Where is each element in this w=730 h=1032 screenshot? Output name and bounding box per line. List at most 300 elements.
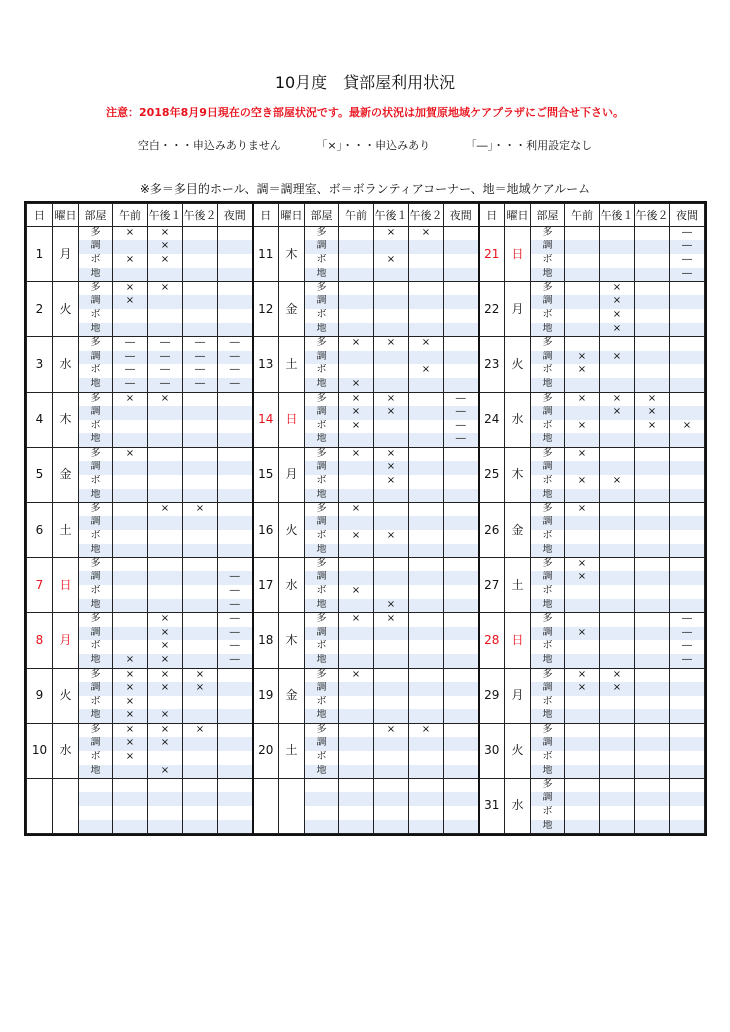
room-label: 調 <box>79 461 113 475</box>
slot-cell <box>600 751 635 765</box>
slot-cell <box>113 571 148 585</box>
slot-cell <box>148 792 183 806</box>
slot-cell <box>635 682 670 696</box>
table-row <box>27 240 705 254</box>
slot-cell: × <box>600 406 635 420</box>
slot-cell <box>374 751 409 765</box>
slot-cell <box>339 364 374 378</box>
slot-cell <box>635 723 670 737</box>
slot-cell: × <box>113 737 148 751</box>
slot-cell <box>670 323 705 337</box>
slot-cell <box>183 820 218 834</box>
slot-cell <box>113 820 148 834</box>
slot-cell <box>218 696 253 710</box>
room-label: 調 <box>531 516 565 530</box>
slot-cell <box>635 447 670 461</box>
slot-cell <box>113 502 148 516</box>
slot-cell <box>670 489 705 503</box>
slot-cell <box>444 585 479 599</box>
slot-cell <box>635 792 670 806</box>
slot-cell <box>339 820 374 834</box>
room-label: 地 <box>305 654 339 668</box>
table-row <box>27 254 705 268</box>
room-label: ボ <box>79 475 113 489</box>
slot-cell <box>218 433 253 447</box>
room-label: 多 <box>531 558 565 572</box>
room-label: 調 <box>531 792 565 806</box>
slot-cell <box>409 516 444 530</box>
slot-cell: ― <box>670 640 705 654</box>
slot-cell <box>600 489 635 503</box>
slot-cell: ― <box>148 337 183 351</box>
slot-cell: × <box>374 337 409 351</box>
slot-cell <box>183 309 218 323</box>
room-label: ボ <box>79 696 113 710</box>
slot-cell <box>565 489 600 503</box>
slot-cell <box>444 516 479 530</box>
slot-cell <box>339 709 374 723</box>
room-label: 多 <box>531 778 565 792</box>
slot-cell <box>113 489 148 503</box>
day-number: 14 <box>253 392 279 447</box>
slot-cell: × <box>374 461 409 475</box>
slot-cell <box>670 792 705 806</box>
slot-cell <box>409 627 444 641</box>
room-label: ボ <box>305 751 339 765</box>
slot-cell <box>600 654 635 668</box>
slot-cell <box>183 765 218 779</box>
slot-cell <box>409 420 444 434</box>
slot-cell <box>113 627 148 641</box>
slot-cell <box>600 627 635 641</box>
slot-cell: ― <box>670 613 705 627</box>
slot-cell: ― <box>670 627 705 641</box>
slot-cell <box>374 558 409 572</box>
slot-cell <box>409 378 444 392</box>
slot-cell <box>183 530 218 544</box>
slot-cell <box>409 309 444 323</box>
slot-cell <box>409 392 444 406</box>
slot-cell <box>635 544 670 558</box>
room-label: 地 <box>305 599 339 613</box>
room-label: ボ <box>79 364 113 378</box>
slot-cell <box>113 544 148 558</box>
slot-cell: × <box>113 723 148 737</box>
column-header: 午後１ <box>600 204 635 227</box>
slot-cell <box>148 447 183 461</box>
slot-cell: × <box>339 613 374 627</box>
slot-cell <box>444 323 479 337</box>
slot-cell <box>635 558 670 572</box>
slot-cell: ― <box>183 337 218 351</box>
slot-cell <box>113 433 148 447</box>
slot-cell <box>635 254 670 268</box>
weekday <box>53 778 79 833</box>
slot-cell <box>148 530 183 544</box>
slot-cell: × <box>339 378 374 392</box>
room-label: 地 <box>531 709 565 723</box>
slot-cell <box>635 654 670 668</box>
slot-cell <box>670 295 705 309</box>
slot-cell <box>565 654 600 668</box>
slot-cell: × <box>600 323 635 337</box>
room-label: 調 <box>305 406 339 420</box>
slot-cell: ― <box>444 392 479 406</box>
slot-cell <box>218 254 253 268</box>
room-label: 地 <box>79 378 113 392</box>
slot-cell <box>113 309 148 323</box>
slot-cell <box>600 613 635 627</box>
room-label: 調 <box>531 571 565 585</box>
legend-blank: 空白・・・申込みありません <box>137 139 281 152</box>
slot-cell <box>218 723 253 737</box>
slot-cell <box>635 295 670 309</box>
slot-cell: × <box>339 447 374 461</box>
slot-cell: × <box>148 627 183 641</box>
slot-cell <box>113 806 148 820</box>
slot-cell <box>565 778 600 792</box>
room-label: 多 <box>531 282 565 296</box>
slot-cell <box>183 420 218 434</box>
room-label: 調 <box>79 406 113 420</box>
room-label: 多 <box>79 337 113 351</box>
slot-cell: × <box>565 627 600 641</box>
slot-cell <box>148 571 183 585</box>
slot-cell: × <box>148 668 183 682</box>
slot-cell <box>183 461 218 475</box>
slot-cell <box>600 420 635 434</box>
day-number: 2 <box>27 282 53 337</box>
slot-cell <box>565 378 600 392</box>
slot-cell <box>183 447 218 461</box>
slot-cell <box>374 351 409 365</box>
slot-cell <box>565 461 600 475</box>
slot-cell: × <box>113 682 148 696</box>
room-label: 多 <box>305 558 339 572</box>
slot-cell <box>183 544 218 558</box>
slot-cell <box>218 668 253 682</box>
room-label: 地 <box>79 268 113 282</box>
weekday: 金 <box>505 502 531 557</box>
room-label: 多 <box>79 668 113 682</box>
room-label: ボ <box>305 585 339 599</box>
slot-cell <box>374 571 409 585</box>
slot-cell <box>635 765 670 779</box>
slot-cell <box>565 433 600 447</box>
slot-cell <box>444 240 479 254</box>
table-row <box>27 668 705 682</box>
slot-cell <box>444 709 479 723</box>
slot-cell <box>218 475 253 489</box>
slot-cell <box>670 309 705 323</box>
day-number: 23 <box>479 337 505 392</box>
slot-cell <box>670 709 705 723</box>
slot-cell <box>635 709 670 723</box>
slot-cell: ― <box>670 268 705 282</box>
slot-cell <box>374 640 409 654</box>
room-label: 調 <box>305 516 339 530</box>
slot-cell <box>148 751 183 765</box>
slot-cell <box>374 668 409 682</box>
room-label <box>305 792 339 806</box>
slot-cell <box>218 392 253 406</box>
slot-cell <box>635 668 670 682</box>
slot-cell <box>218 558 253 572</box>
weekday: 水 <box>53 337 79 392</box>
table-row <box>27 502 705 516</box>
room-label: 地 <box>79 323 113 337</box>
slot-cell <box>600 544 635 558</box>
slot-cell <box>670 378 705 392</box>
slot-cell: × <box>374 475 409 489</box>
slot-cell <box>113 778 148 792</box>
slot-cell: ― <box>444 406 479 420</box>
slot-cell <box>409 502 444 516</box>
slot-cell <box>670 282 705 296</box>
room-label: 調 <box>531 406 565 420</box>
slot-cell: × <box>113 295 148 309</box>
slot-cell <box>339 461 374 475</box>
slot-cell <box>670 502 705 516</box>
table-row <box>27 309 705 323</box>
slot-cell <box>218 309 253 323</box>
slot-cell <box>113 613 148 627</box>
slot-cell <box>670 392 705 406</box>
slot-cell <box>565 309 600 323</box>
slot-cell <box>218 240 253 254</box>
slot-cell: × <box>374 599 409 613</box>
slot-cell <box>113 599 148 613</box>
day-number: 13 <box>253 337 279 392</box>
slot-cell <box>339 599 374 613</box>
slot-cell: × <box>148 227 183 241</box>
slot-cell: × <box>183 723 218 737</box>
room-label: ボ <box>531 475 565 489</box>
slot-cell <box>565 723 600 737</box>
slot-cell <box>565 765 600 779</box>
slot-cell <box>374 433 409 447</box>
slot-cell <box>565 227 600 241</box>
slot-cell: × <box>339 668 374 682</box>
slot-cell <box>600 792 635 806</box>
slot-cell: ― <box>218 627 253 641</box>
slot-cell: × <box>339 585 374 599</box>
weekday: 土 <box>53 502 79 557</box>
slot-cell <box>374 544 409 558</box>
day-number: 28 <box>479 613 505 668</box>
slot-cell <box>148 516 183 530</box>
table-row <box>27 530 705 544</box>
slot-cell <box>670 737 705 751</box>
slot-cell <box>444 765 479 779</box>
room-label: 地 <box>531 765 565 779</box>
slot-cell <box>444 696 479 710</box>
slot-cell: ― <box>218 337 253 351</box>
room-label: 多 <box>79 447 113 461</box>
slot-cell <box>339 351 374 365</box>
table-row <box>27 516 705 530</box>
room-label: 多 <box>531 668 565 682</box>
slot-cell <box>409 792 444 806</box>
slot-cell <box>409 295 444 309</box>
room-label: 多 <box>305 502 339 516</box>
room-label: 地 <box>531 599 565 613</box>
room-label: ボ <box>305 364 339 378</box>
slot-cell: × <box>374 406 409 420</box>
slot-cell <box>339 737 374 751</box>
slot-cell <box>339 682 374 696</box>
weekday: 木 <box>505 447 531 502</box>
column-header: 夜間 <box>444 204 479 227</box>
slot-cell: ― <box>218 613 253 627</box>
table-row <box>27 751 705 765</box>
slot-cell <box>339 792 374 806</box>
slot-cell: × <box>339 420 374 434</box>
column-header: 夜間 <box>218 204 253 227</box>
slot-cell <box>218 544 253 558</box>
weekday: 月 <box>279 447 305 502</box>
slot-cell <box>635 378 670 392</box>
slot-cell <box>183 737 218 751</box>
slot-cell <box>635 640 670 654</box>
slot-cell: × <box>600 282 635 296</box>
room-label: 地 <box>305 433 339 447</box>
slot-cell <box>409 599 444 613</box>
slot-cell <box>635 364 670 378</box>
room-label: 地 <box>305 323 339 337</box>
slot-cell <box>183 433 218 447</box>
table-row <box>27 627 705 641</box>
slot-cell <box>635 309 670 323</box>
slot-cell <box>635 530 670 544</box>
table-row <box>27 268 705 282</box>
room-label: 調 <box>79 627 113 641</box>
day-number: 6 <box>27 502 53 557</box>
slot-cell: × <box>565 351 600 365</box>
room-label: 多 <box>305 337 339 351</box>
table-row <box>27 778 705 792</box>
slot-cell <box>670 364 705 378</box>
slot-cell <box>218 295 253 309</box>
column-header: 午後２ <box>635 204 670 227</box>
weekday: 金 <box>279 668 305 723</box>
room-label: 多 <box>305 723 339 737</box>
column-header: 部屋 <box>531 204 565 227</box>
room-label: 多 <box>305 282 339 296</box>
slot-cell <box>339 489 374 503</box>
weekday: 水 <box>53 723 79 778</box>
slot-cell: × <box>113 668 148 682</box>
room-label: 地 <box>531 378 565 392</box>
slot-cell: ― <box>113 351 148 365</box>
room-label: 調 <box>79 571 113 585</box>
slot-cell: × <box>374 447 409 461</box>
slot-cell <box>183 751 218 765</box>
slot-cell <box>183 489 218 503</box>
slot-cell <box>374 654 409 668</box>
table-row <box>27 420 705 434</box>
day-number: 9 <box>27 668 53 723</box>
slot-cell <box>374 737 409 751</box>
slot-cell: × <box>635 420 670 434</box>
day-number: 22 <box>479 282 505 337</box>
slot-cell: × <box>600 295 635 309</box>
slot-cell <box>218 765 253 779</box>
room-label: ボ <box>305 530 339 544</box>
room-label: ボ <box>531 309 565 323</box>
weekday: 土 <box>279 337 305 392</box>
slot-cell <box>409 613 444 627</box>
slot-cell <box>565 792 600 806</box>
slot-cell: × <box>670 420 705 434</box>
day-number: 4 <box>27 392 53 447</box>
table-row <box>27 461 705 475</box>
slot-cell <box>218 778 253 792</box>
slot-cell <box>183 654 218 668</box>
slot-cell <box>374 627 409 641</box>
day-number: 16 <box>253 502 279 557</box>
room-label: 調 <box>531 461 565 475</box>
room-label: 調 <box>79 516 113 530</box>
slot-cell: × <box>148 640 183 654</box>
slot-cell: ― <box>183 364 218 378</box>
slot-cell <box>148 475 183 489</box>
slot-cell <box>183 240 218 254</box>
slot-cell <box>218 268 253 282</box>
room-label: 多 <box>79 613 113 627</box>
slot-cell <box>148 295 183 309</box>
day-number: 27 <box>479 558 505 613</box>
slot-cell <box>670 723 705 737</box>
slot-cell <box>148 599 183 613</box>
day-number <box>27 778 53 833</box>
day-number: 5 <box>27 447 53 502</box>
slot-cell: × <box>339 502 374 516</box>
slot-cell <box>339 295 374 309</box>
slot-cell <box>113 323 148 337</box>
slot-cell <box>635 571 670 585</box>
slot-cell <box>600 723 635 737</box>
column-header: 曜日 <box>279 204 305 227</box>
day-number <box>253 778 279 833</box>
slot-cell <box>635 820 670 834</box>
slot-cell: × <box>113 227 148 241</box>
slot-cell <box>148 433 183 447</box>
slot-cell <box>670 337 705 351</box>
notice-text: 注意：2018年8月9日現在の空き部屋状況です。最新の状況は加賀原地域ケアプラザにご問合せ下さい。 <box>105 106 625 119</box>
slot-cell <box>635 613 670 627</box>
slot-cell: × <box>339 337 374 351</box>
table-row <box>27 806 705 820</box>
slot-cell <box>444 737 479 751</box>
slot-cell <box>670 820 705 834</box>
room-label: ボ <box>531 530 565 544</box>
slot-cell: × <box>113 696 148 710</box>
column-header: 部屋 <box>305 204 339 227</box>
slot-cell <box>565 751 600 765</box>
slot-cell <box>339 654 374 668</box>
slot-cell: × <box>600 351 635 365</box>
slot-cell <box>670 406 705 420</box>
slot-cell <box>635 240 670 254</box>
slot-cell <box>444 751 479 765</box>
slot-cell <box>409 668 444 682</box>
slot-cell <box>374 778 409 792</box>
room-label: 地 <box>79 709 113 723</box>
slot-cell: × <box>600 668 635 682</box>
slot-cell <box>339 254 374 268</box>
slot-cell: × <box>339 530 374 544</box>
